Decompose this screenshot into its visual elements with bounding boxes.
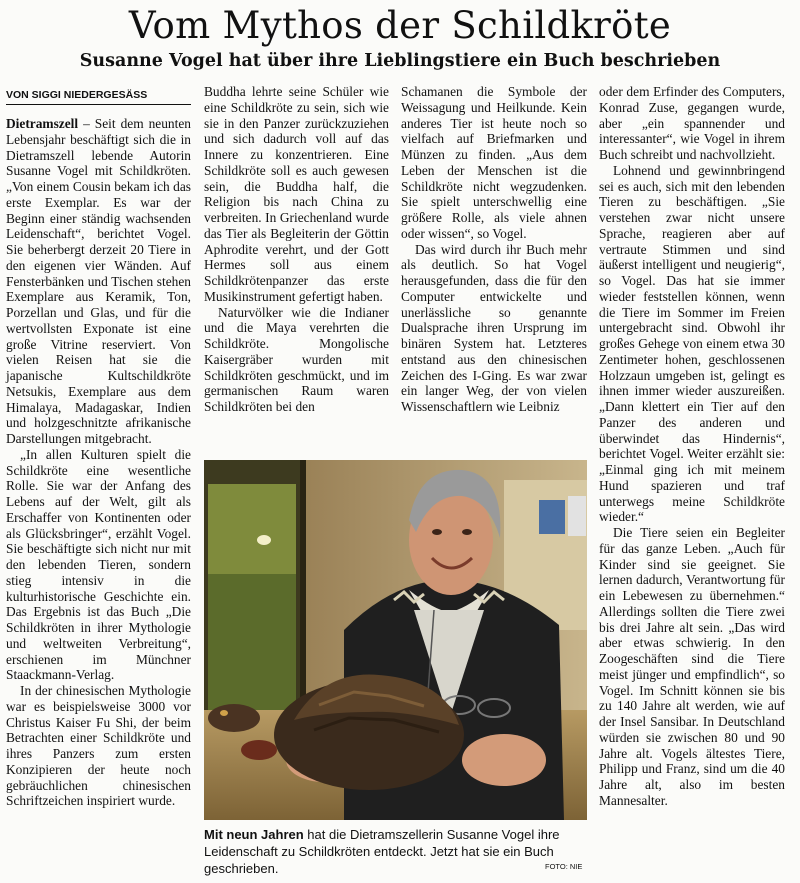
dateline: Dietramszell	[6, 116, 79, 131]
article-column-1	[6, 116, 191, 809]
paragraph: Die Tiere seien ein Begleiter für das ganze Leben. „Auch für Kinder sind sie geeignet. Sie lernen dadurch, Verantwortung für ein Lebewesen zu übernehmen.“ Allerdings sollten die Tiere zwei bis drei Jahre alt sein. „Das wird aber etwas schwierig. In den Zoogeschäften sind die Tiere meist jünger und empfindlich“, so Vogel. Im Schnitt können sie bis zu 140 Jahre alt werden, wie auf der Insel Sansibar. In Deutschland würden sie zwischen 80 und 90 Jahre alt. Vogels ältestes Tiere, Philipp und Franz, sind um die 40 Jahre alt, also im besten Mannesalter.	[599, 525, 785, 808]
paragraph	[6, 116, 191, 447]
paragraph-text: – Seit dem neunten Lebensjahr beschäftigt sich die in Dietramszell lebende Autorin Susanne Vogel mit Schildkröten. „Von einem Cousin bekam ich das erste Exemplar. Es war der Beginn einer ständig wachsenden Leidenschaft“, berichtet Vogel. Sie beherbergt derzeit 20 Tiere in den eigenen vier Wänden. Auf Fensterbänken und Tischen stehen Exemplare aus Keramik, Ton, Porzellan und Glas, und für die wertvollsten Exponate ist eine große Vitrine reserviert. Von vielen Reisen hat sie die japanische Kultschildkröte Netsukis, Exemplare aus dem Himalaya, Madagaskar, Indien und holzgeschnitzte afrikanische Darstellungen mitgebracht.	[6, 116, 191, 446]
paragraph: Das wird durch ihr Buch mehr als deutlich. So hat Vogel herausgefunden, dass die für den Computer entwickelte und unerlässliche so genannte Dualsprache ihren Ursprung im binären System hat. Letzteres entstand aus den chinesischen Zeichen des I-Ging. Es war zwar ein langer Weg, der von vielen Wissenschaftlern wie Leibniz	[401, 241, 587, 414]
article-photo	[204, 460, 587, 820]
headline: Vom Mythos der Schildkröte	[128, 4, 672, 47]
photo-credit: FOTO: NIE	[545, 862, 583, 871]
byline: VON SIGGI NIEDERGESÄSS	[6, 89, 191, 105]
paragraph: In der chinesischen Mythologie war es beispielsweise 3000 vor Christus Kaiser Fu Shi, der beim Betrachten einer Schildkröte und ihres Panzers zum ersten Konzipieren der heute noch gebräuchlichen chinesischen Schriftzeichen inspiriert wurde.	[6, 683, 191, 809]
article-column-3	[401, 84, 587, 415]
paragraph: Schamanen die Symbole der Weissagung und Heilkunde. Kein anderes Tier ist heute noch so vielfach auf Briefmarken und Münzen zu finden. „Aus dem Leben der Menschen ist die Schildkröte nicht wegzudenken. Sie spielt unterschwellig eine größere Rolle, als viele ahnen oder wissen“, so Vogel.	[401, 84, 587, 241]
photo-caption	[204, 826, 587, 877]
paragraph: Lohnend und gewinnbringend sei es auch, sich mit den lebenden Tieren zu beschäftigen. „Sie verstehen zwar nicht unsere Sprache, reagieren aber auf vertraute Stimmen und sind äußerst intelligent und neugierig“, so Vogel. Das hat sie immer wieder feststellen können, wenn die Tiere im Sommer im Freien untergebracht sind. Obwohl ihr großes Gehege von einem etwa 30 Zentimeter hohen, geschlossenen Holzzaun umgeben ist, gelingt es ihnen immer wieder auszureißen. „Dann klettert ein Tier auf den Panzer des anderen und überwindet das Hindernis“, berichtet Vogel. Weiter erzählt sie: „Einmal ging ich mit meinem Hund spazieren und traf unterwegs meine Schildkröte wieder.“	[599, 162, 785, 525]
article-column-2	[204, 84, 389, 415]
paragraph: Buddha lehrte seine Schüler wie eine Schildkröte zu sein, sich wie sie in den Panzer zurückzuziehen und sich dadurch voll auf das Innere zu konzentrieren. Eine Schildkröte soll es auch gewesen sein, die Buddha half, die Religion bis nach China zu verbreiten. In Griechenland wurde das Tier als Begleiterin der Göttin Aphrodite verehrt, und der Gott Hermes soll aus einem Schildkrötenpanzer das erste Musikinstrument gefertigt haben.	[204, 84, 389, 304]
paragraph: „In allen Kulturen spielt die Schildkröte eine wesentliche Rolle. Sie war der Anfang des Lebens auf der Welt, gilt als Erschaffer von Kontinenten oder als Glücksbringer“, erzählt Vogel. Sie beschäftigte sich nicht nur mit den lebenden Tieren, sondern stieg intensiv in die kulturhistorische Geschichte ein. Das Ergebnis ist das Buch „Die Schildkröten in ihrer Mythologie und weltweiten Verbreitung“, erschienen im Münchner Staackmann-Verlag.	[6, 446, 191, 683]
caption-text: hat die Dietramszellerin Susanne Vogel ihre Leidenschaft zu Schildkröten entdeckt. Jetzt hat sie ein Buch geschrieben.	[204, 827, 560, 876]
woman-with-tortoise-illustration	[204, 460, 587, 820]
paragraph: oder dem Erfinder des Computers, Konrad Zuse, gegangen wurde, aber „ein spannender und interessanter“, wie Vogel in ihrem Buch schreibt und nachvollzieht.	[599, 84, 785, 162]
caption-lead: Mit neun Jahren	[204, 827, 304, 842]
paragraph: Naturvölker wie die Indianer und die Maya verehrten die Schildkröte. Mongolische Kaisergräber wurden mit Schildkröten geschmückt, und im germanischen Raum waren Schildkröten bei den	[204, 304, 389, 414]
subheadline: Susanne Vogel hat über ihre Lieblingstiere ein Buch beschrieben	[79, 51, 721, 71]
article-column-4	[599, 84, 785, 809]
